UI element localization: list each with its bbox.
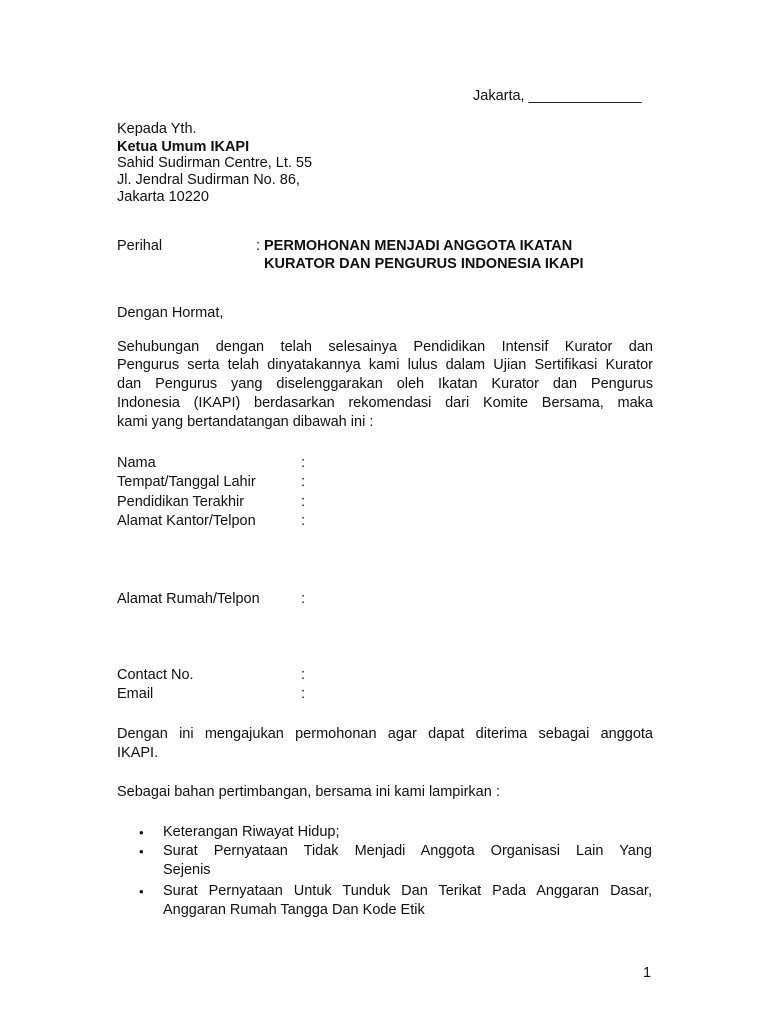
attachment-item-2-line-2: Sejenis	[163, 862, 211, 878]
subject-label: Perihal	[117, 238, 163, 254]
attachments-intro: Sebagai bahan pertimbangan, bersama ini kami lampirkan :	[117, 784, 500, 800]
bullet-icon: •	[139, 844, 144, 859]
bullet-icon: •	[139, 825, 144, 840]
field-colon-contact: :	[301, 667, 306, 683]
recipient-name: Ketua Umum IKAPI	[117, 139, 250, 155]
attachment-item-1: Keterangan Riwayat Hidup;	[163, 824, 340, 840]
field-label-pendidikan: Pendidikan Terakhir	[117, 494, 245, 510]
field-colon-pendidikan: :	[301, 494, 306, 510]
intro-line-2: Pengurus serta telah dinyatakannya kami lulus dalam Ujian Sertifikasi Kurator	[117, 357, 653, 373]
subject-line-2: KURATOR DAN PENGURUS INDONESIA IKAPI	[264, 256, 584, 272]
field-label-contact: Contact No.	[117, 667, 194, 683]
page-number: 1	[643, 965, 652, 981]
bullet-icon: •	[139, 884, 144, 899]
intro-line-5: kami yang bertandatangan dibawah ini :	[117, 414, 374, 430]
recipient-address-2: Jl. Jendral Sudirman No. 86,	[117, 172, 300, 188]
attachment-item-3-line-1: Surat Pernyataan Untuk Tunduk Dan Terikat Pada Anggaran Dasar,	[163, 883, 652, 899]
recipient-address-3: Jakarta 10220	[117, 189, 209, 205]
recipient-address-1: Sahid Sudirman Centre, Lt. 55	[117, 155, 313, 171]
request-line-1: Dengan ini mengajukan permohonan agar dapat diterima sebagai anggota	[117, 726, 653, 742]
attachment-item-2-line-1: Surat Pernyataan Tidak Menjadi Anggota Organisasi Lain Yang	[163, 843, 652, 859]
salutation: Dengan Hormat,	[117, 305, 224, 321]
subject-colon: :	[256, 238, 261, 254]
intro-line-1: Sehubungan dengan telah selesainya Pendidikan Intensif Kurator dan	[117, 339, 653, 355]
field-colon-kantor: :	[301, 513, 306, 529]
field-label-ttl: Tempat/Tanggal Lahir	[117, 474, 256, 490]
field-colon-nama: :	[301, 455, 306, 471]
intro-line-3: dan Pengurus yang diselenggarakan oleh Ikatan Kurator dan Pengurus	[117, 376, 653, 392]
field-colon-rumah: :	[301, 591, 306, 607]
recipient-greeting: Kepada Yth.	[117, 121, 197, 137]
field-label-kantor: Alamat Kantor/Telpon	[117, 513, 256, 529]
field-label-email: Email	[117, 686, 154, 702]
field-label-rumah: Alamat Rumah/Telpon	[117, 591, 260, 607]
intro-line-4: Indonesia (IKAPI) berdasarkan rekomendasi dari Komite Bersama, maka	[117, 395, 653, 411]
date-line: Jakarta, ______________	[473, 88, 642, 104]
field-colon-email: :	[301, 686, 306, 702]
subject-line-1: PERMOHONAN MENJADI ANGGOTA IKATAN	[264, 238, 573, 254]
request-line-2: IKAPI.	[117, 745, 159, 761]
field-label-nama: Nama	[117, 455, 156, 471]
attachment-item-3-line-2: Anggaran Rumah Tangga Dan Kode Etik	[163, 902, 425, 918]
field-colon-ttl: :	[301, 474, 306, 490]
